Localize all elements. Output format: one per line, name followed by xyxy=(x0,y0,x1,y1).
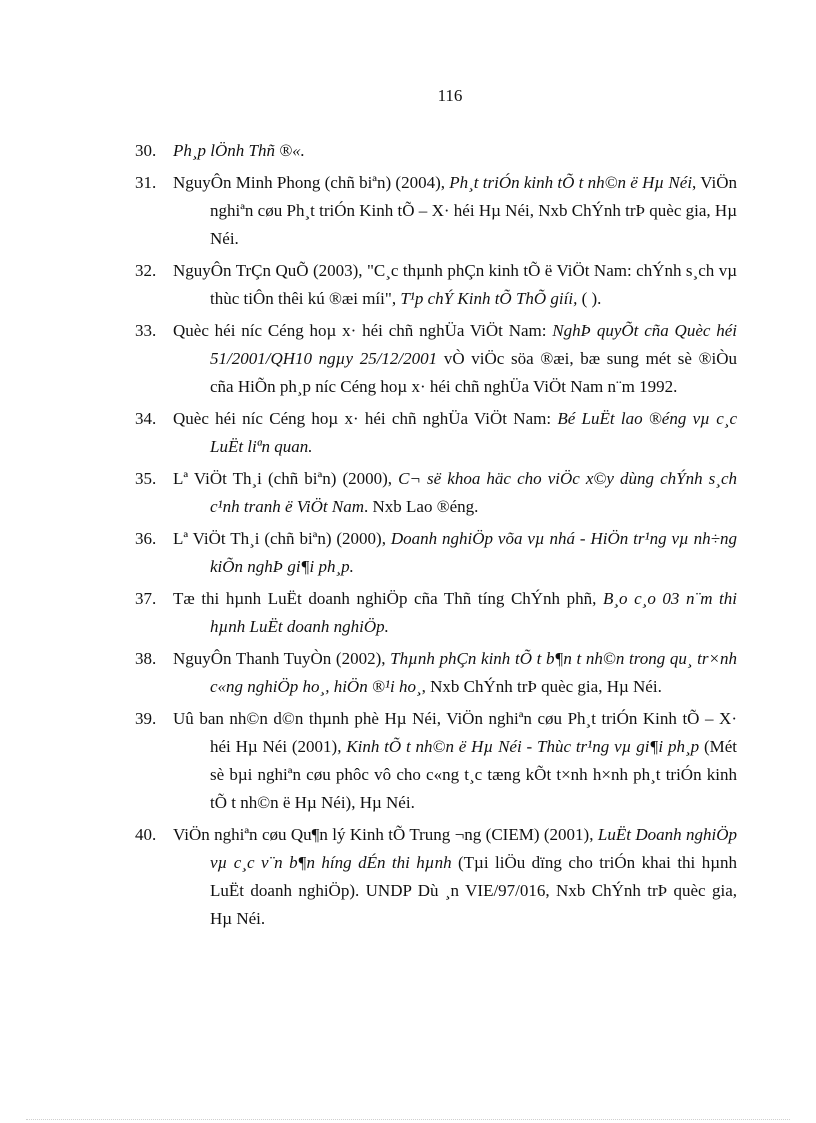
reference-segment: Tæ thi hµnh LuËt doanh nghiÖp cña Thñ tíng ChÝnh phñ, xyxy=(173,589,603,608)
reference-item xyxy=(135,645,739,701)
page-number: 116 xyxy=(437,86,463,105)
reference-segment: . Nxb Lao ®éng. xyxy=(364,497,479,516)
reference-title: T¹p chÝ Kinh tÕ ThÕ giíi, xyxy=(400,289,578,308)
reference-title: Kinh tÕ t nh©n ë Hµ Néi - Thùc tr¹ng vµ gi¶i ph¸p xyxy=(346,737,700,756)
reference-item xyxy=(135,169,739,253)
reference-item xyxy=(135,585,739,641)
reference-segment: (Mét sè bµi nghiªn cøu phôc vô cho c«ng t¸c tæng kÕt t×nh h×nh ph¸t triÓn kinh tÕ t nh©n ë Hµ Néi), Hµ Néi. xyxy=(210,737,737,812)
reference-number: 31. xyxy=(135,173,157,192)
reference-title: Thµnh phÇn kinh tÕ t b¶n t nh©n trong qu¸ tr×nh c«ng nghiÖp ho¸, hiÖn ®¹i ho¸ xyxy=(210,649,737,696)
reference-text xyxy=(173,137,739,165)
reference-text xyxy=(173,821,739,933)
reference-item xyxy=(135,317,739,401)
reference-segment: Uû ban nh©n d©n thµnh phè Hµ Néi, ViÖn nghiªn cøu Ph¸t triÓn Kinh tÕ – X· héi Hµ Néi (2001), xyxy=(173,709,737,756)
bottom-divider xyxy=(26,1119,790,1120)
reference-list xyxy=(135,137,739,937)
reference-item xyxy=(135,405,739,461)
reference-text xyxy=(173,585,739,641)
reference-text xyxy=(173,169,739,253)
reference-title: B¸o c¸o 03 n¨m thi hµnh LuËt doanh nghiÖp. xyxy=(210,589,738,636)
reference-segment: Quèc héi níc Céng hoµ x· héi chñ nghÜa ViÖt Nam: xyxy=(173,409,558,428)
reference-item xyxy=(135,465,739,521)
reference-number: 37. xyxy=(135,589,157,608)
reference-item xyxy=(135,257,739,313)
reference-title: LuËt Doanh nghiÖp vµ c¸c v¨n b¶n híng dÉn thi hµnh xyxy=(210,825,738,872)
reference-segment: Lª ViÖt Th¸i (chñ biªn) (2000), xyxy=(173,529,391,548)
reference-number: 40. xyxy=(135,825,157,844)
reference-text xyxy=(173,525,739,581)
reference-segment: Lª ViÖt Th¸i (chñ biªn) (2000), xyxy=(173,469,399,488)
reference-text xyxy=(173,317,739,401)
reference-item xyxy=(135,137,739,165)
reference-text xyxy=(173,405,739,461)
reference-number: 30. xyxy=(135,141,157,160)
reference-segment: NguyÔn TrÇn QuÕ (2003), "C¸c thµnh phÇn kinh tÕ ë ViÖt Nam: chÝnh s¸ch vµ thùc tiÔn thêi kú ®æi míi", xyxy=(173,261,737,308)
reference-segment: vÒ viÖc söa ®æi, bæ sung mét sè ®iÒu cña HiÕn ph¸p níc Céng hoµ x· héi chñ nghÜa ViÖt Nam n¨m 1992. xyxy=(210,349,737,396)
reference-text xyxy=(173,257,739,313)
reference-segment: , Nxb ChÝnh trÞ quèc gia, Hµ Néi. xyxy=(421,677,662,696)
reference-segment: NguyÔn Minh Phong (chñ biªn) (2004), xyxy=(173,173,450,192)
reference-title: Doanh nghiÖp võa vµ nhá - HiÖn tr¹ng vµ nh÷ng kiÕn nghÞ gi¶i ph¸p. xyxy=(210,529,737,576)
reference-number: 39. xyxy=(135,709,157,728)
reference-number: 34. xyxy=(135,409,157,428)
reference-segment: ViÖn nghiªn cøu Qu¶n lý Kinh tÕ Trung ¬ng (CIEM) (2001), xyxy=(173,825,598,844)
reference-segment: NguyÔn Thanh TuyÒn (2002), xyxy=(173,649,391,668)
reference-title: NghÞ quyÕt cña Quèc héi 51/2001/QH10 ngµy 25/12/2001 xyxy=(210,321,738,368)
reference-text xyxy=(173,645,739,701)
reference-title: Ph¸p lÖnh Thñ ®«. xyxy=(173,141,305,160)
reference-segment: (Tµi liÖu dïng cho triÓn khai thi hµnh LuËt doanh nghiÖp). UNDP Dù ¸n VIE/97/016, Nxb ChÝnh trÞ quèc gia, Hµ Néi. xyxy=(210,853,737,928)
reference-number: 35. xyxy=(135,469,157,488)
reference-number: 36. xyxy=(135,529,157,548)
reference-item xyxy=(135,821,739,933)
reference-text xyxy=(173,705,739,817)
reference-segment: , ViÖn nghiªn cøu Ph¸t triÓn Kinh tÕ – X· héi Hµ Néi, Nxb ChÝnh trÞ quèc gia, Hµ Néi. xyxy=(210,173,738,248)
reference-number: 32. xyxy=(135,261,157,280)
reference-number: 33. xyxy=(135,321,157,340)
reference-segment: Quèc héi níc Céng hoµ x· héi chñ nghÜa ViÖt Nam: xyxy=(173,321,553,340)
reference-title: C¬ së khoa häc cho viÖc x©y dùng chÝnh s¸ch c¹nh tranh ë ViÖt Nam xyxy=(210,469,737,516)
reference-title: Bé LuËt lao ®éng vµ c¸c LuËt liªn quan. xyxy=(210,409,737,456)
reference-segment: ( ). xyxy=(577,289,602,308)
reference-item xyxy=(135,525,739,581)
reference-text xyxy=(173,465,739,521)
reference-title: Ph¸t triÓn kinh tÕ t nh©n ë Hµ Néi xyxy=(449,173,693,192)
reference-number: 38. xyxy=(135,649,157,668)
reference-item xyxy=(135,705,739,817)
